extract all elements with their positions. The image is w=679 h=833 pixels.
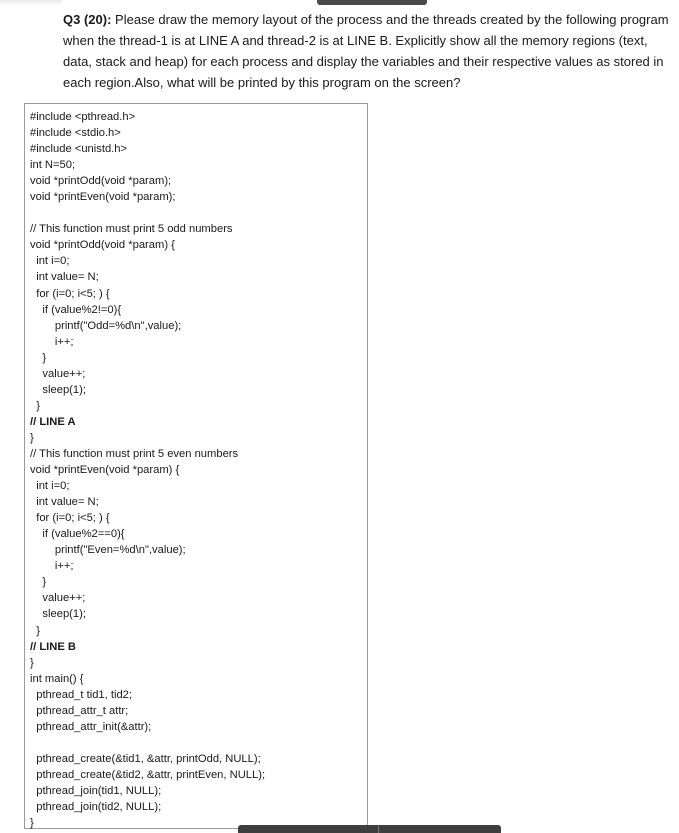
code-line: printf("Even=%d\n",value); <box>30 544 186 557</box>
code-line: pthread_attr_t attr; <box>30 704 129 717</box>
toolbar-divider <box>378 825 379 833</box>
code-line <box>30 735 265 751</box>
code-line: void *printOdd(void *param) { <box>30 239 175 252</box>
code-line: int N=50; <box>30 159 76 172</box>
code-line: } <box>30 656 34 669</box>
code-line: pthread_t tid1, tid2; <box>30 688 132 701</box>
code-line: #include <unistd.h> <box>30 143 128 156</box>
code-line: } <box>30 351 47 364</box>
code-listing <box>30 109 265 831</box>
code-line: #include <pthread.h> <box>30 111 136 123</box>
code-line: int value= N; <box>30 496 99 509</box>
code-line: pthread_create(&tid1, &attr, printOdd, NULL); <box>30 752 261 765</box>
code-line: } <box>30 817 34 830</box>
code-line: value++; <box>30 592 86 605</box>
code-line: if (value%2==0){ <box>30 528 125 541</box>
code-listing-box <box>24 103 368 829</box>
code-line: } <box>30 624 40 637</box>
code-line: int i=0; <box>30 255 70 268</box>
bottom-toolbar-handle[interactable] <box>238 825 501 833</box>
code-line: for (i=0; i<5; ) { <box>30 287 110 300</box>
code-line: for (i=0; i<5; ) { <box>30 512 110 525</box>
code-line <box>30 205 265 221</box>
code-line: // This function must print 5 even numbers <box>30 447 239 460</box>
code-line: void *printEven(void *param); <box>30 191 176 204</box>
code-line: int i=0; <box>30 480 70 493</box>
code-line: // LINE B <box>30 640 76 653</box>
code-line: // This function must print 5 odd numbers <box>30 223 233 236</box>
code-line: } <box>30 431 34 444</box>
code-line: i++; <box>30 560 74 573</box>
question-text <box>63 9 675 93</box>
code-line: pthread_create(&tid2, &attr, printEven, NULL); <box>30 768 266 781</box>
top-shadow <box>0 0 62 6</box>
code-line: sleep(1); <box>30 383 86 396</box>
code-line: printf("Odd=%d\n",value); <box>30 319 182 332</box>
code-line: } <box>30 399 40 412</box>
code-line: int value= N; <box>30 271 99 284</box>
code-line: value++; <box>30 367 86 380</box>
code-line: sleep(1); <box>30 608 86 621</box>
code-line: void *printOdd(void *param); <box>30 175 172 188</box>
question-label: Q3 (20): <box>63 12 112 27</box>
code-line: // LINE A <box>30 415 76 428</box>
code-line: i++; <box>30 335 74 348</box>
code-line: } <box>30 576 47 589</box>
code-line: pthread_attr_init(&attr); <box>30 720 152 733</box>
code-line: pthread_join(tid1, NULL); <box>30 784 162 797</box>
code-line: if (value%2!=0){ <box>30 303 122 316</box>
question-body: Please draw the memory layout of the process and the threads created by the following program when the thread-1 is at LINE A and thread-2 is at LINE B. Explicitly show all the memory regions (text, data, stack and heap) for each process and display the variables and their respective values as stored in each region.Also, what will be printed by this program on the screen? <box>63 12 669 90</box>
top-tab-handle <box>317 0 427 5</box>
code-line: #include <stdio.h> <box>30 127 121 140</box>
code-line: void *printEven(void *param) { <box>30 464 180 477</box>
code-line: int main() { <box>30 672 84 685</box>
code-line: pthread_join(tid2, NULL); <box>30 801 162 814</box>
